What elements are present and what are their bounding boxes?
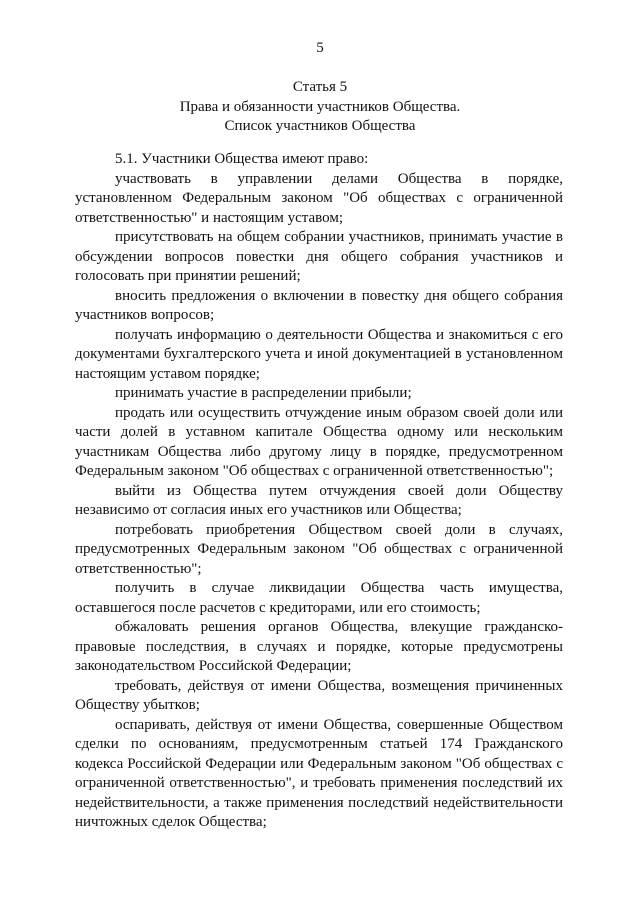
- clause-item: выйти из Общества путем отчуждения своей доли Обществу независимо от согласия иных его участников или Общества;: [75, 482, 563, 518]
- article-body: [75, 150, 563, 833]
- clause-item: требовать, действуя от имени Общества, возмещения причиненных Обществу убытков;: [75, 677, 563, 713]
- clause-item: вносить предложения о включении в повестку дня общего собрания участников вопросов;: [75, 287, 563, 323]
- clause-item: обжаловать решения органов Общества, влекущие гражданско-правовые последствия, в случаях и порядке, которые предусмотрены законодательством Российской Федерации;: [75, 619, 563, 674]
- clause-item: потребовать приобретения Обществом своей доли в случаях, предусмотренных Федеральным законом "Об обществах с ограниченной ответственностью";: [75, 521, 563, 577]
- article-heading: [0, 78, 640, 137]
- page-number: 5: [316, 40, 324, 56]
- clause-item: продать или осуществить отчуждение иным образом своей доли или части долей в уставном капитале Общества одному или нескольким участникам Общества либо другому лицу в порядке, предусмотренном Федеральным законом "Об обществах с ограниченной ответственностью";: [75, 404, 563, 479]
- article-number: Статья 5: [292, 79, 348, 95]
- clause-item: участвовать в управлении делами Общества в порядке, установленном Федеральным законом "Об обществах с ограниченной ответственностью" и настоящим уставом;: [75, 170, 563, 226]
- clause-intro: 5.1. Участники Общества имеют право:: [115, 151, 369, 167]
- clause-item: присутствовать на общем собрании участников, принимать участие в обсуждении вопросов повестки дня общего собрания участников и голосовать при принятии решений;: [75, 229, 563, 284]
- article-title-line-1: Права и обязанности участников Общества.: [179, 98, 461, 115]
- clause-item: оспаривать, действуя от имени Общества, совершенные Обществом сделки по основаниям, предусмотренным статьей 174 Гражданского кодекса Российской Федерации или Федеральным законом "Об обществах с ограниченной ответственностью", и требовать применения последствий их недействительности, а также применения последствий недействительности ничтожных сделок Общества;: [75, 716, 563, 830]
- article-title-line-2: Список участников Общества: [224, 118, 416, 134]
- clause-item: принимать участие в распределении прибыли;: [115, 385, 412, 401]
- clause-item: получить в случае ликвидации Общества часть имущества, оставшегося после расчетов с кредиторами, или его стоимость;: [75, 580, 563, 616]
- clause-item: получать информацию о деятельности Общества и знакомиться с его документами бухгалтерского учета и иной документацией в установленном настоящим уставом порядке;: [75, 326, 563, 382]
